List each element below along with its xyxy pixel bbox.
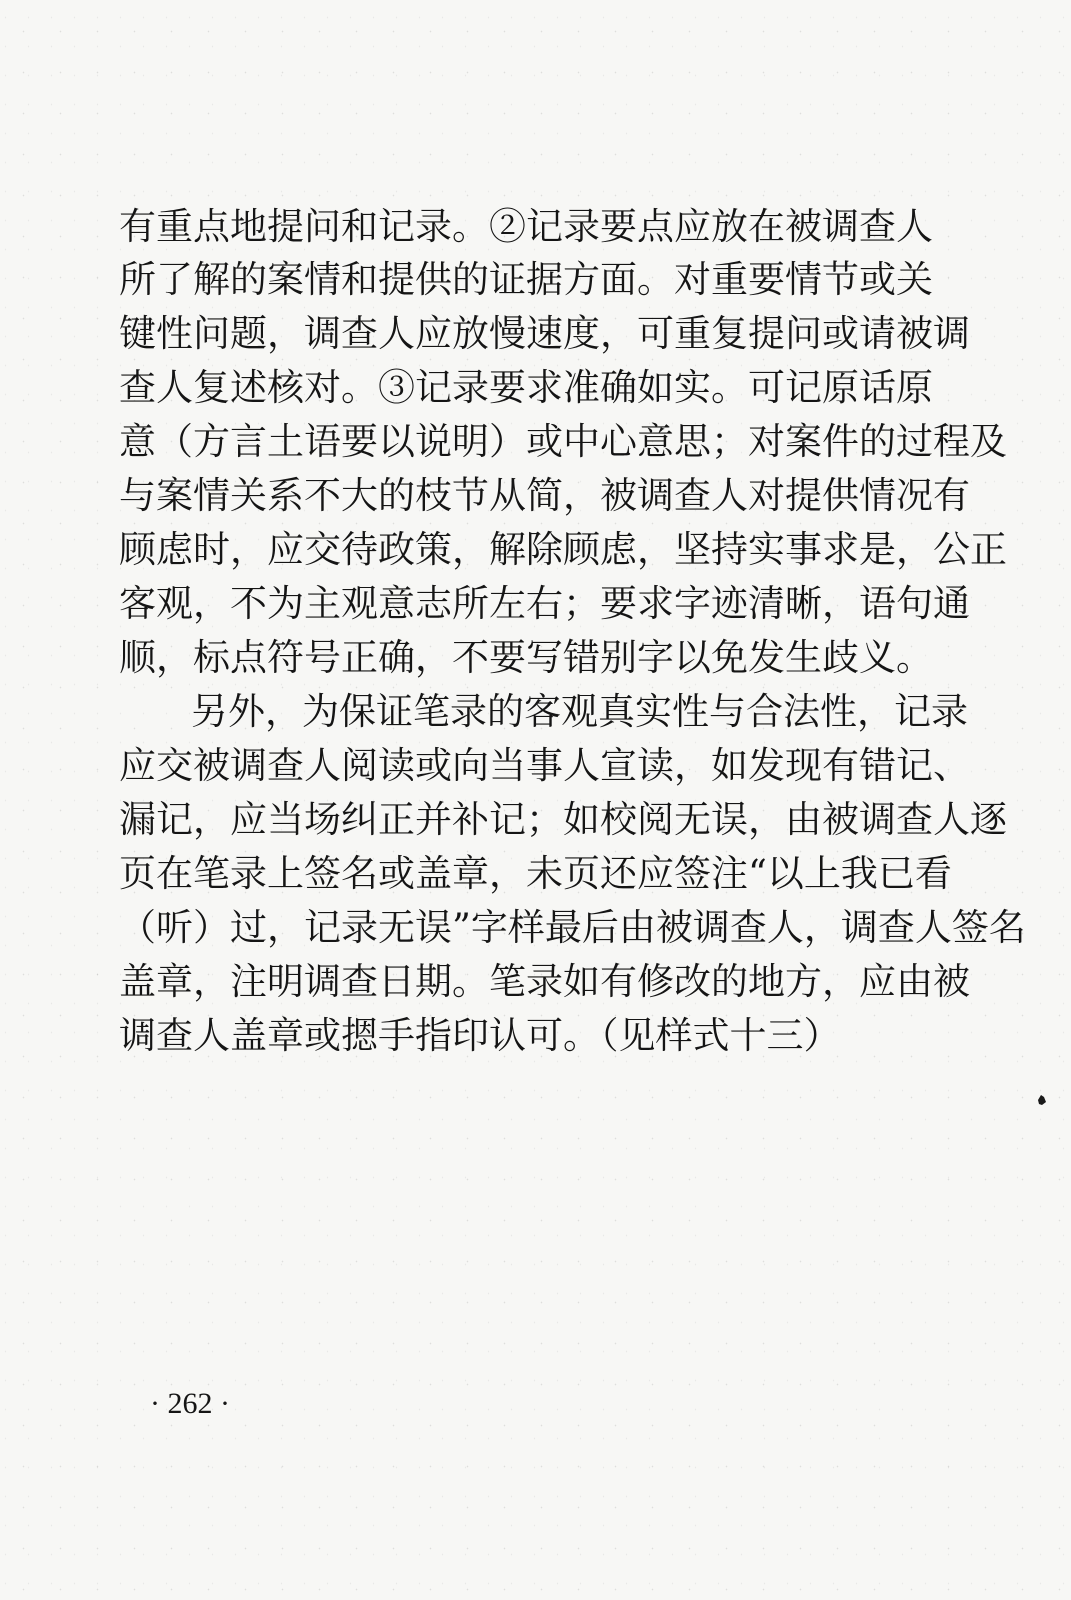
text-line-14: （听）过，记录无误”字样最后由被调查人，调查人签名: [119, 906, 1026, 949]
text-line-7: 顾虑时，应交待政策，解除顾虑，坚持实事求是，公正: [119, 528, 1007, 571]
text-line-2: 所了解的案情和提供的证据方面。对重要情节或关: [119, 258, 933, 301]
text-line-8: 客观，不为主观意志所左右；要求字迹清晰，语句通: [119, 582, 970, 625]
text-line-3: 键性问题，调查人应放慢速度，可重复提问或请被调: [119, 312, 970, 355]
text-line-11: 应交被调查人阅读或向当事人宣读，如发现有错记、: [119, 744, 970, 787]
text-line-4: 查人复述核对。③记录要求准确如实。可记原话原: [119, 366, 933, 409]
text-line-16: 调查人盖章或摁手指印认可。（见样式十三）: [119, 1014, 841, 1057]
text-line-9: 顺，标点符号正确，不要写错别字以免发生歧义。: [119, 636, 933, 679]
page-number: · 262 ·: [150, 1387, 230, 1420]
text-line-10: 另外，为保证笔录的客观真实性与合法性，记录: [191, 690, 968, 733]
text-line-6: 与案情关系不大的枝节从简，被调查人对提供情况有: [119, 474, 970, 517]
text-line-15: 盖章，注明调查日期。笔录如有修改的地方，应由被: [119, 960, 970, 1003]
text-line-5: 意（方言土语要以说明）或中心意思；对案件的过程及: [119, 420, 1007, 463]
text-line-12: 漏记，应当场纠正并补记；如校阅无误，由被调查人逐: [119, 798, 1007, 841]
scan-speck: [1036, 1093, 1047, 1107]
text-line-1: 有重点地提问和记录。②记录要点应放在被调查人: [119, 205, 933, 248]
text-line-13: 页在笔录上签名或盖章，未页还应签注“以上我已看: [119, 852, 952, 895]
